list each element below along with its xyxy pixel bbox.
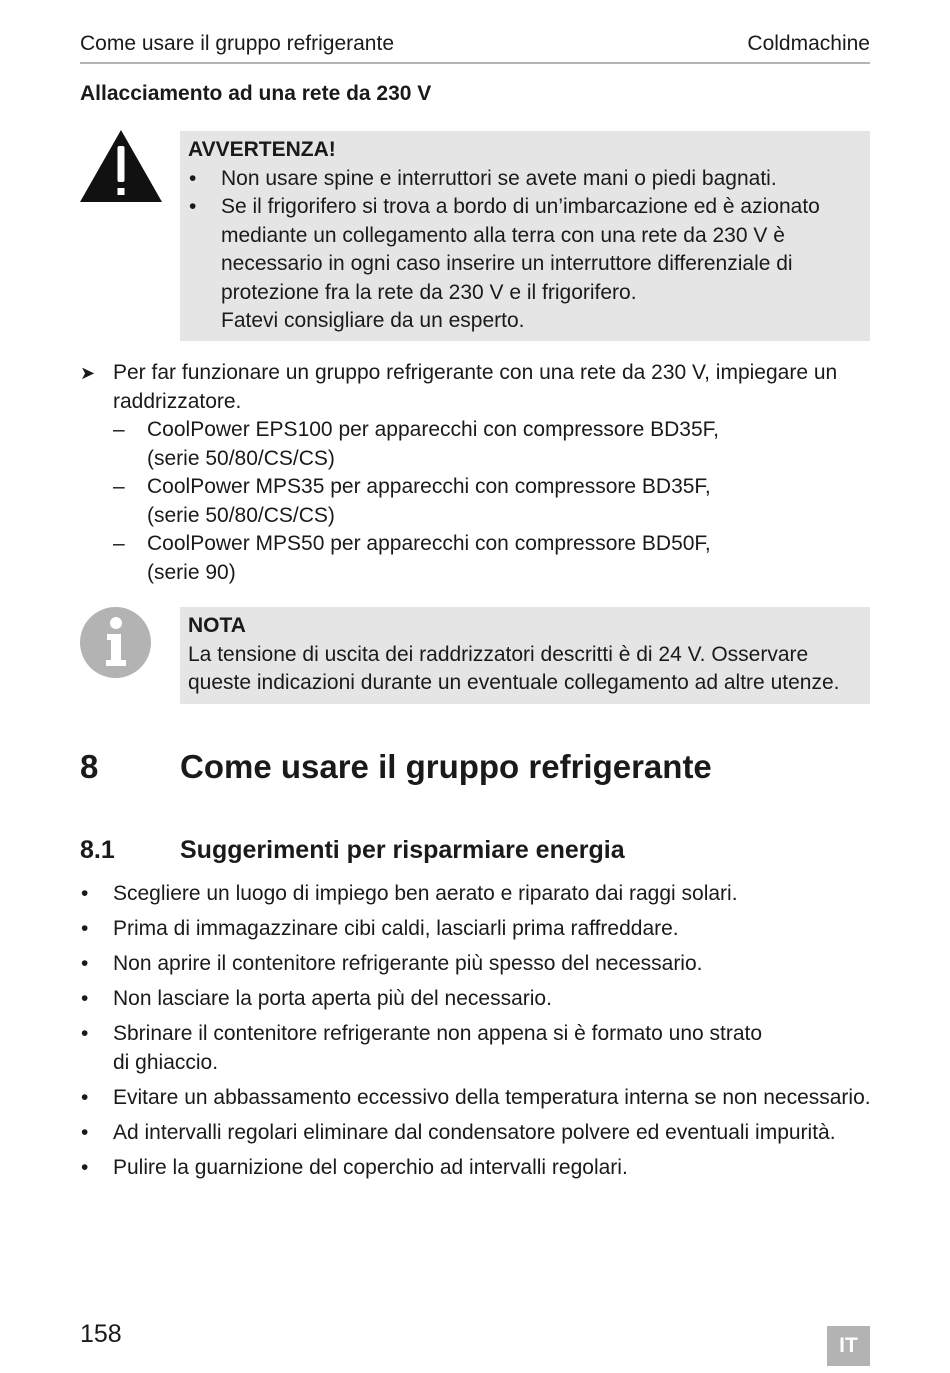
- tip-item: • Prima di immagazzinare cibi caldi, lasciarli prima raffreddare.: [80, 915, 880, 944]
- section-number: 8: [80, 748, 99, 785]
- rectifier-model: – CoolPower MPS50 per apparecchi con compressore BD50F,: [147, 532, 711, 555]
- tip-item: • Sbrinare il contenitore refrigerante non appena si è formato uno strato di ghiaccio.: [80, 1020, 880, 1077]
- rectifier-series: (serie 50/80/CS/CS): [147, 446, 335, 470]
- rectifier-item: [113, 473, 870, 530]
- tip-item: • Non lasciare la porta aperta più del necessario.: [80, 985, 880, 1014]
- tip-item: • Ad intervalli regolari eliminare dal condensatore polvere ed eventuali impurità.: [80, 1119, 880, 1148]
- page-number: 158: [80, 1320, 122, 1348]
- subheading: Allacciamento ad una rete da 230 V: [80, 82, 432, 105]
- running-header-product: Coldmachine: [747, 32, 870, 55]
- subsection-title: Suggerimenti per risparmiare energia: [180, 836, 625, 864]
- rectifier-series: (serie 90): [147, 560, 236, 584]
- instruction-block: [80, 359, 870, 587]
- warning-advice: Fatevi consigliare da un esperto.: [221, 309, 525, 332]
- running-header-chapter: Come usare il gruppo refrigerante: [80, 32, 394, 55]
- tip-item: • Scegliere un luogo di impiego ben aerato e riparato dai raggi solari.: [80, 880, 880, 909]
- note-title: NOTA: [188, 614, 246, 637]
- tip-item: • Pulire la guarnizione del coperchio ad intervalli regolari.: [80, 1154, 880, 1183]
- tip-item: • Evitare un abbassamento eccessivo della temperatura interna se non necessario.: [80, 1084, 880, 1113]
- rectifier-item: [113, 530, 870, 587]
- arrow-right-icon: ➤: [80, 363, 96, 383]
- language-badge: IT: [827, 1326, 870, 1366]
- rectifier-model: – CoolPower MPS35 per apparecchi con compressore BD35F,: [147, 475, 711, 498]
- tip-item: • Non aprire il contenitore refrigerante più spesso del necessario.: [80, 950, 880, 979]
- warning-item: • Non usare spine e interruttori se avete mani o piedi bagnati.: [188, 165, 862, 194]
- warning-triangle-icon: [80, 130, 162, 202]
- rectifier-series: (serie 50/80/CS/CS): [147, 503, 335, 527]
- rectifier-item: [113, 416, 870, 473]
- warning-item: • Se il frigorifero si trova a bordo di un’imbarcazione ed è azionato mediante un collegamento alla terra con una rete da 230 V è necessario in ogni caso inserire un interruttore differenziale di protezione fra la rete da 230 V e il frigorifero.: [188, 193, 862, 307]
- warning-box: [180, 131, 870, 341]
- section-title: Come usare il gruppo refrigerante: [180, 748, 712, 785]
- header-divider: [80, 62, 870, 64]
- warning-title: AVVERTENZA!: [188, 138, 336, 161]
- subsection-number: 8.1: [80, 836, 115, 864]
- warning-list: [188, 165, 862, 308]
- rectifier-model: – CoolPower EPS100 per apparecchi con compressore BD35F,: [147, 418, 719, 441]
- info-icon: [80, 607, 151, 678]
- instruction-text: Per far funzionare un gruppo refrigerante con una rete da 230 V, impiegare un raddrizzatore.: [113, 361, 838, 413]
- rectifier-list: [113, 416, 870, 587]
- note-text: La tensione di uscita dei raddrizzatori descritti è di 24 V. Osservare queste indicazioni durante un eventuale collegamento ad altre utenze.: [188, 642, 840, 694]
- energy-tips-list: [80, 880, 880, 1189]
- note-box: [180, 607, 870, 704]
